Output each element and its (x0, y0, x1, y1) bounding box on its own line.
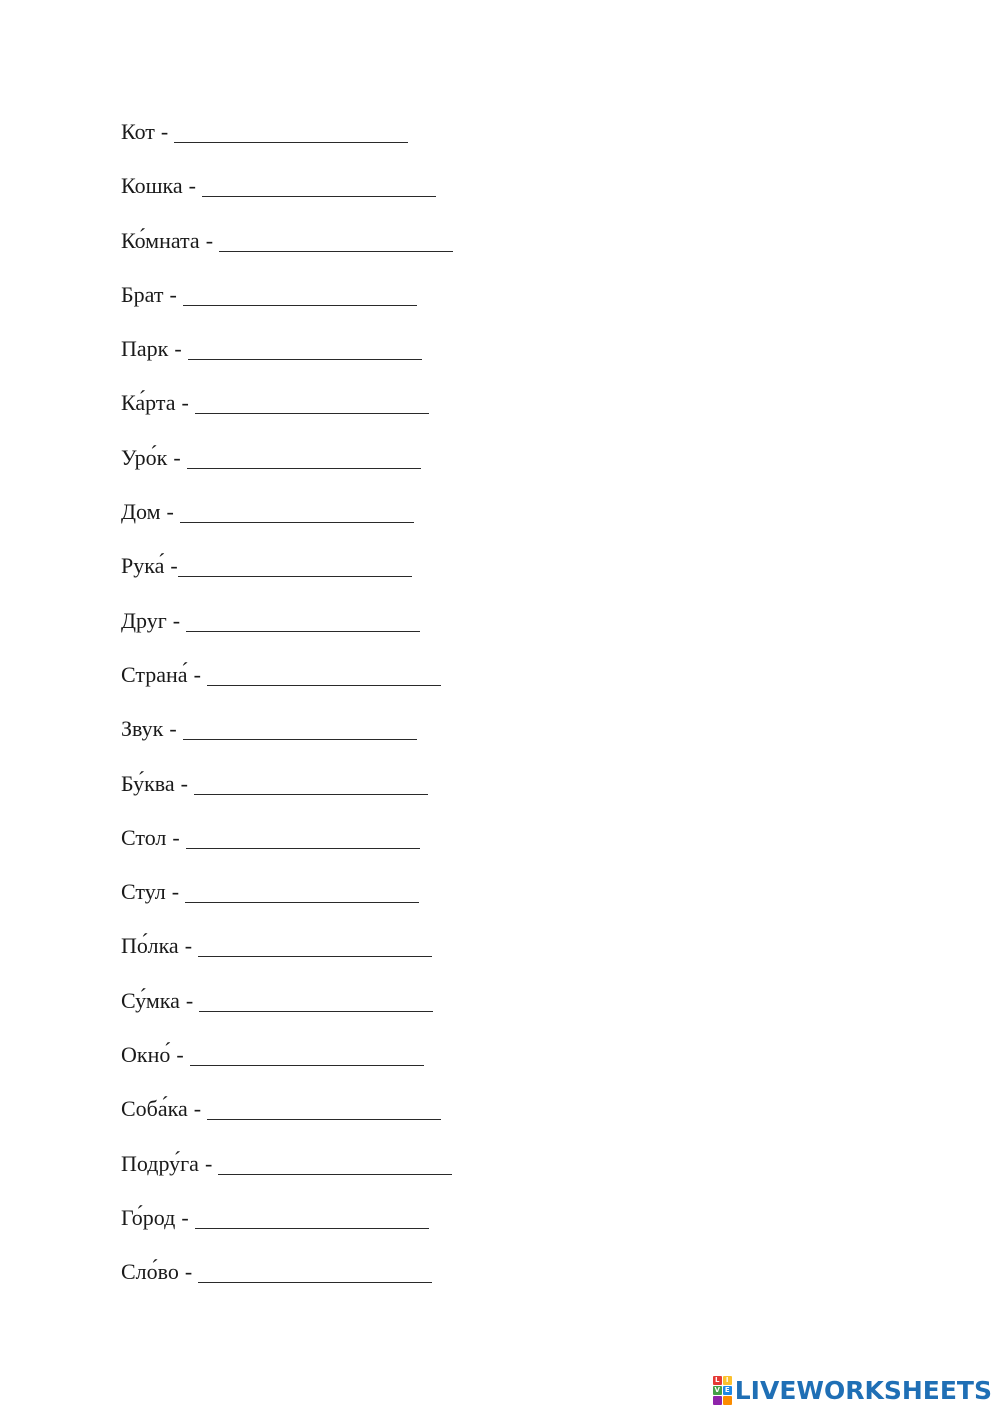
word-row (121, 823, 721, 877)
worksheet (121, 117, 721, 1312)
word-row (121, 280, 721, 334)
word-label: Звук (121, 716, 164, 742)
word-label: Ко́мната (121, 227, 200, 253)
separator: - (169, 281, 177, 307)
answer-blank[interactable] (198, 931, 432, 957)
logo-mark-tile: I (723, 1376, 732, 1385)
word-row (121, 226, 721, 280)
answer-blank[interactable] (194, 769, 428, 795)
answer-blank[interactable] (188, 334, 422, 360)
separator: - (193, 1096, 202, 1122)
logo-mark-tile: V (714, 1385, 720, 1394)
word-label: Су́мка (121, 987, 180, 1013)
word-label: Бу́ква (121, 770, 175, 796)
answer-blank[interactable] (187, 443, 421, 469)
word-row (121, 1094, 721, 1148)
logo-mark-tile: L (713, 1376, 722, 1385)
answer-blank[interactable] (186, 823, 420, 849)
word-label: Кошка (121, 173, 183, 199)
answer-blank[interactable] (219, 226, 453, 252)
word-row (121, 769, 721, 823)
answer-blank[interactable] (185, 877, 419, 903)
word-label: Уро́к (121, 444, 168, 470)
word-row (121, 877, 721, 931)
word-row (121, 334, 721, 388)
word-label: Кот (121, 119, 155, 144)
word-label: Стул (121, 879, 166, 905)
word-row (121, 1149, 721, 1203)
word-label: Го́род (121, 1204, 176, 1230)
separator: - (185, 987, 194, 1013)
logo-mark-icon (713, 1376, 732, 1405)
separator: - (170, 553, 178, 579)
separator: - (180, 770, 188, 796)
separator: - (172, 607, 181, 633)
answer-blank[interactable] (178, 551, 412, 577)
word-row (121, 497, 721, 551)
word-label: Друг (121, 607, 167, 633)
word-label: Дом (121, 499, 161, 525)
separator: - (160, 119, 169, 144)
word-label: Стол (121, 824, 167, 850)
separator: - (169, 716, 177, 742)
word-row (121, 986, 721, 1040)
word-label: Соба́ка (121, 1096, 188, 1122)
word-label: Брат (121, 281, 164, 307)
word-row (121, 551, 721, 605)
answer-blank[interactable] (180, 497, 414, 523)
word-row (121, 714, 721, 768)
separator: - (184, 933, 193, 959)
word-label: Страна́ (121, 661, 188, 687)
answer-blank[interactable] (174, 117, 408, 143)
separator: - (171, 879, 180, 905)
word-label: Парк (121, 336, 169, 362)
word-row (121, 388, 721, 442)
logo-text: LIVEWORKSHEETS (734, 1375, 992, 1405)
answer-blank[interactable] (207, 660, 441, 686)
separator: - (172, 824, 180, 850)
logo-mark-tile (713, 1396, 722, 1405)
answer-blank[interactable] (190, 1040, 424, 1066)
separator: - (166, 499, 174, 525)
word-row (121, 443, 721, 497)
word-row (121, 1203, 721, 1257)
word-label: Окно́ (121, 1042, 171, 1068)
logo-mark-tile (723, 1396, 732, 1405)
answer-blank[interactable] (199, 986, 433, 1012)
answer-blank[interactable] (202, 171, 436, 197)
answer-blank[interactable] (183, 714, 417, 740)
answer-blank[interactable] (195, 1203, 429, 1229)
word-row (121, 606, 721, 660)
word-row (121, 1040, 721, 1094)
separator: - (173, 444, 181, 470)
word-label: Рука́ (121, 553, 165, 579)
word-row (121, 660, 721, 714)
separator: - (176, 1042, 184, 1068)
separator: - (193, 661, 201, 687)
word-label: По́лка (121, 933, 179, 959)
word-label: Ка́рта (121, 390, 176, 416)
word-label: Сло́во (121, 1259, 179, 1285)
answer-blank[interactable] (207, 1094, 441, 1120)
separator: - (184, 1259, 193, 1285)
word-row (121, 1257, 721, 1311)
word-row (121, 117, 721, 171)
word-label: Подру́га (121, 1150, 199, 1176)
logo-mark-tile: E (723, 1386, 732, 1395)
separator: - (181, 390, 189, 416)
separator: - (205, 227, 214, 253)
separator: - (188, 173, 196, 199)
separator: - (174, 336, 182, 362)
word-row (121, 171, 721, 225)
separator: - (204, 1150, 213, 1176)
liveworksheets-logo (713, 1375, 992, 1405)
answer-blank[interactable] (186, 606, 420, 632)
answer-blank[interactable] (195, 388, 429, 414)
separator: - (181, 1204, 189, 1230)
answer-blank[interactable] (218, 1149, 452, 1175)
answer-blank[interactable] (198, 1257, 432, 1283)
answer-blank[interactable] (183, 280, 417, 306)
word-row (121, 931, 721, 985)
